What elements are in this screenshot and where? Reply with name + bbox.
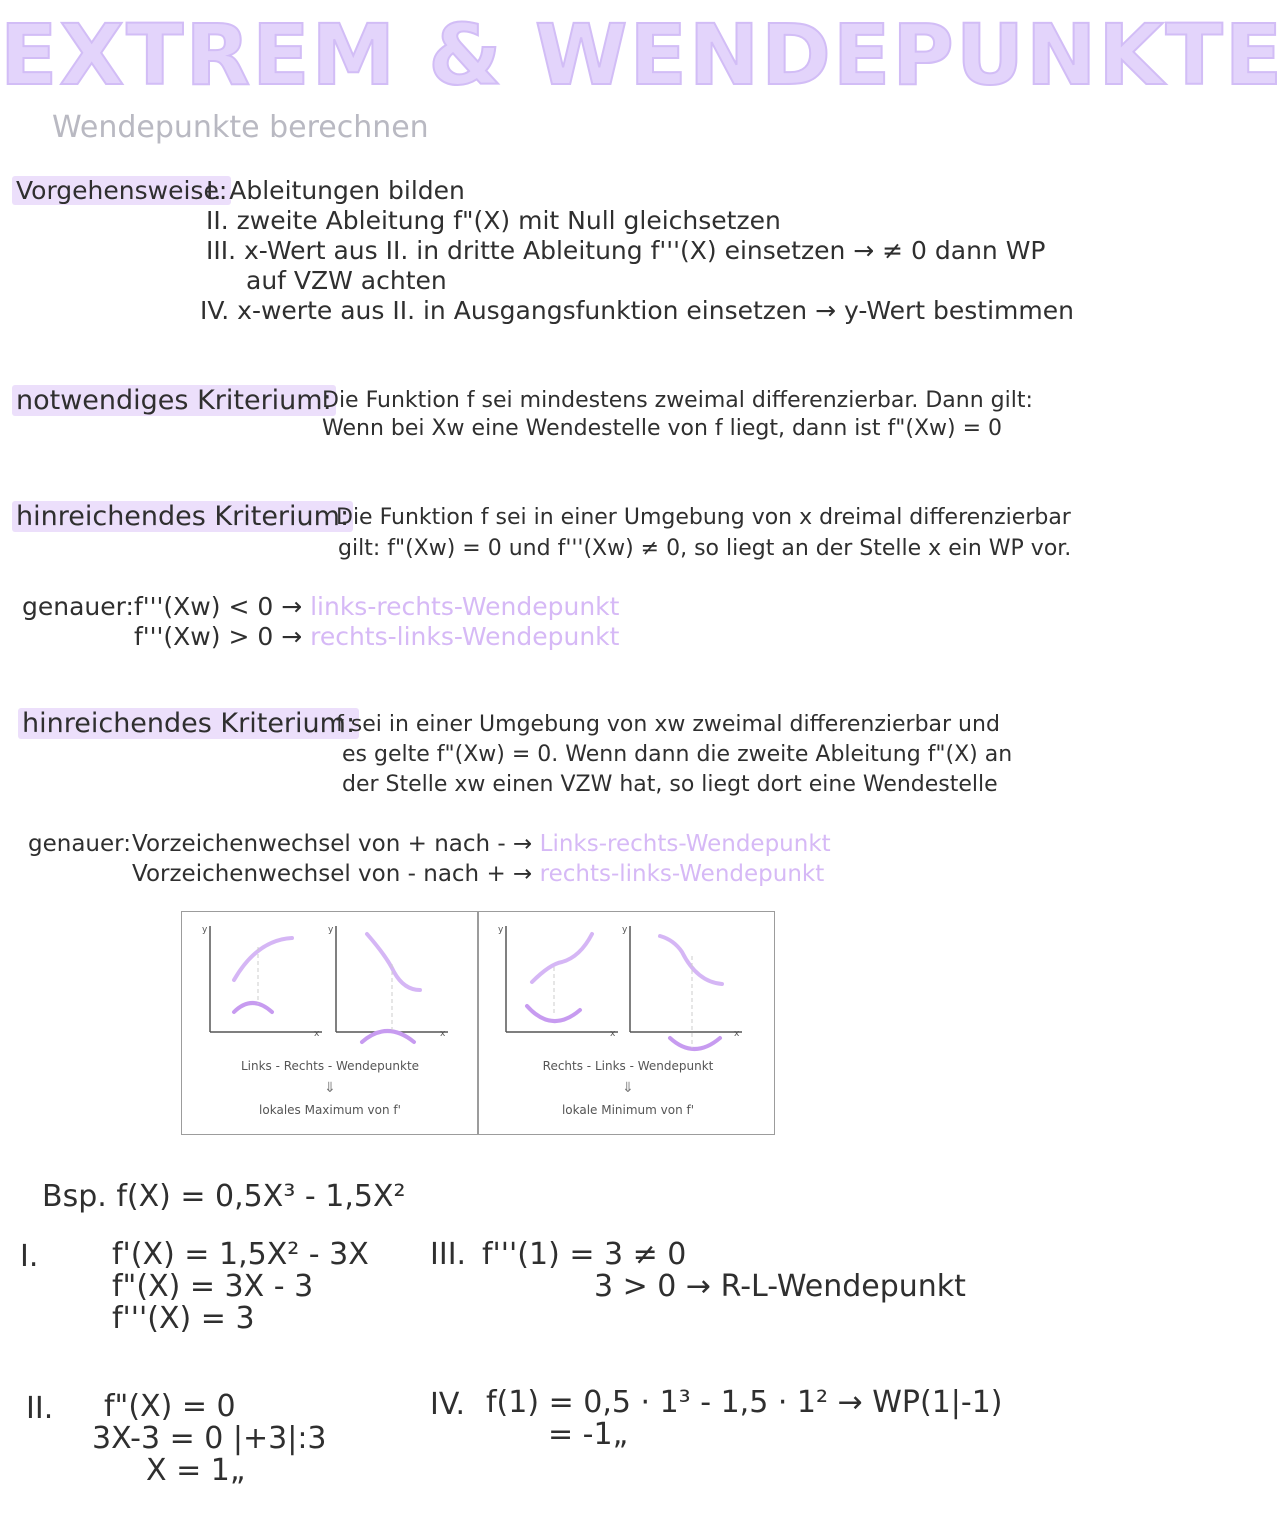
page-subtitle: Wendepunkte berechnen — [52, 110, 429, 145]
example-step-4-num: IV. — [430, 1387, 466, 1422]
example-step-3-num: III. — [430, 1237, 467, 1272]
sufficient-2-detail-2: Vorzeichenwechsel von - nach + → rechts-links-Wendepunkt — [132, 861, 825, 887]
sufficient-criterion-2-label: hinreichendes Kriterium: — [18, 709, 359, 739]
necessary-criterion-line-2: Wenn bei Xw eine Wendestelle von f liegt, dann ist f"(Xw) = 0 — [322, 416, 1003, 441]
necessary-criterion-line-1: Die Funktion f sei mindestens zweimal differenzierbar. Dann gilt: — [322, 388, 1033, 413]
example-step-2-num: II. — [26, 1391, 54, 1426]
sufficient-criterion-1-line-2: gilt: f"(Xw) = 0 und f'''(Xw) ≠ 0, so liegt an der Stelle x ein WP vor. — [338, 536, 1072, 561]
example-step-3-line-2: 3 > 0 → R-L-Wendepunkt — [594, 1269, 966, 1304]
svg-text:y: y — [498, 925, 504, 935]
sufficient-criterion-2-line-1: f sei in einer Umgebung von xw zweimal differenzierbar und — [336, 712, 1000, 737]
sufficient-2-detail-label: genauer: — [28, 831, 131, 857]
procedure-step-3: III. x-Wert aus II. in dritte Ableitung f'''(X) einsetzen → ≠ 0 dann WP — [206, 236, 1046, 265]
inflection-figure — [181, 911, 775, 1135]
example-step-4-line-2: = -1„ — [548, 1417, 629, 1452]
example-step-1-line-2: f"(X) = 3X - 3 — [112, 1269, 314, 1304]
sufficient-criterion-2-line-3: der Stelle xw einen VZW hat, so liegt dort eine Wendestelle — [342, 772, 998, 797]
graph-lr-f — [202, 925, 322, 1039]
necessary-criterion-label: notwendiges Kriterium: — [12, 386, 336, 416]
svg-text:x: x — [610, 1029, 616, 1039]
graph-rl-f-prime — [622, 925, 742, 1049]
left-caption: Links - Rechts - Wendepunkte — [240, 1059, 420, 1073]
example-function: Bsp. f(X) = 0,5X³ - 1,5X² — [42, 1179, 406, 1214]
svg-text:x: x — [314, 1029, 320, 1039]
example-step-2-line-1: f"(X) = 0 — [104, 1389, 236, 1424]
sufficient-2-detail-1: Vorzeichenwechsel von + nach - → Links-rechts-Wendepunkt — [132, 831, 831, 857]
svg-text:y: y — [202, 925, 208, 935]
left-arrow: ⇓ — [324, 1080, 336, 1096]
page-title: EXTREM & WENDEPUNKTE — [0, 6, 1284, 104]
sufficient-1-detail-2: f'''(Xw) > 0 → rechts-links-Wendepunkt — [134, 622, 620, 651]
svg-text:y: y — [328, 925, 334, 935]
svg-text:y: y — [622, 925, 628, 935]
example-step-2-line-3: X = 1„ — [146, 1453, 246, 1488]
sufficient-1-detail-label: genauer: — [22, 592, 134, 621]
right-result: lokale Minimum von f' — [561, 1103, 695, 1117]
sufficient-criterion-2-line-2: es gelte f"(Xw) = 0. Wenn dann die zweite Ableitung f"(X) an — [342, 742, 1013, 767]
left-result: lokales Maximum von f' — [259, 1103, 401, 1117]
sufficient-criterion-1-line-1: Die Funktion f sei in einer Umgebung von x dreimal differenzierbar — [336, 505, 1071, 530]
example-step-3-line-1: f'''(1) = 3 ≠ 0 — [482, 1237, 687, 1272]
example-step-4-line-1: f(1) = 0,5 · 1³ - 1,5 · 1² → WP(1|-1) — [486, 1385, 1003, 1420]
procedure-step-3-note: auf VZW achten — [246, 266, 447, 295]
sufficient-criterion-1-label: hinreichendes Kriterium: — [12, 502, 353, 532]
example-step-1-line-3: f'''(X) = 3 — [112, 1301, 255, 1336]
svg-text:x: x — [734, 1029, 740, 1039]
graph-rl-f — [498, 925, 618, 1039]
right-caption: Rechts - Links - Wendepunkt — [542, 1059, 714, 1073]
example-step-2-line-2: 3X-3 = 0 |+3|:3 — [92, 1421, 327, 1456]
example-step-1-line-1: f'(X) = 1,5X² - 3X — [112, 1237, 369, 1272]
example-step-1-num: I. — [20, 1239, 39, 1274]
sufficient-1-detail-1: f'''(Xw) < 0 → links-rechts-Wendepunkt — [134, 592, 620, 621]
procedure-label: Vorgehensweise: — [12, 176, 231, 206]
figure-divider — [477, 912, 479, 1134]
procedure-step-4: IV. x-werte aus II. in Ausgangsfunktion einsetzen → y-Wert bestimmen — [200, 296, 1074, 325]
procedure-step-2: II. zweite Ableitung f"(X) mit Null gleichsetzen — [206, 206, 781, 235]
svg-text:x: x — [440, 1029, 446, 1039]
right-arrow: ⇓ — [622, 1080, 634, 1096]
graph-lr-f-prime — [328, 925, 448, 1042]
procedure-step-1: I. Ableitungen bilden — [206, 176, 465, 205]
